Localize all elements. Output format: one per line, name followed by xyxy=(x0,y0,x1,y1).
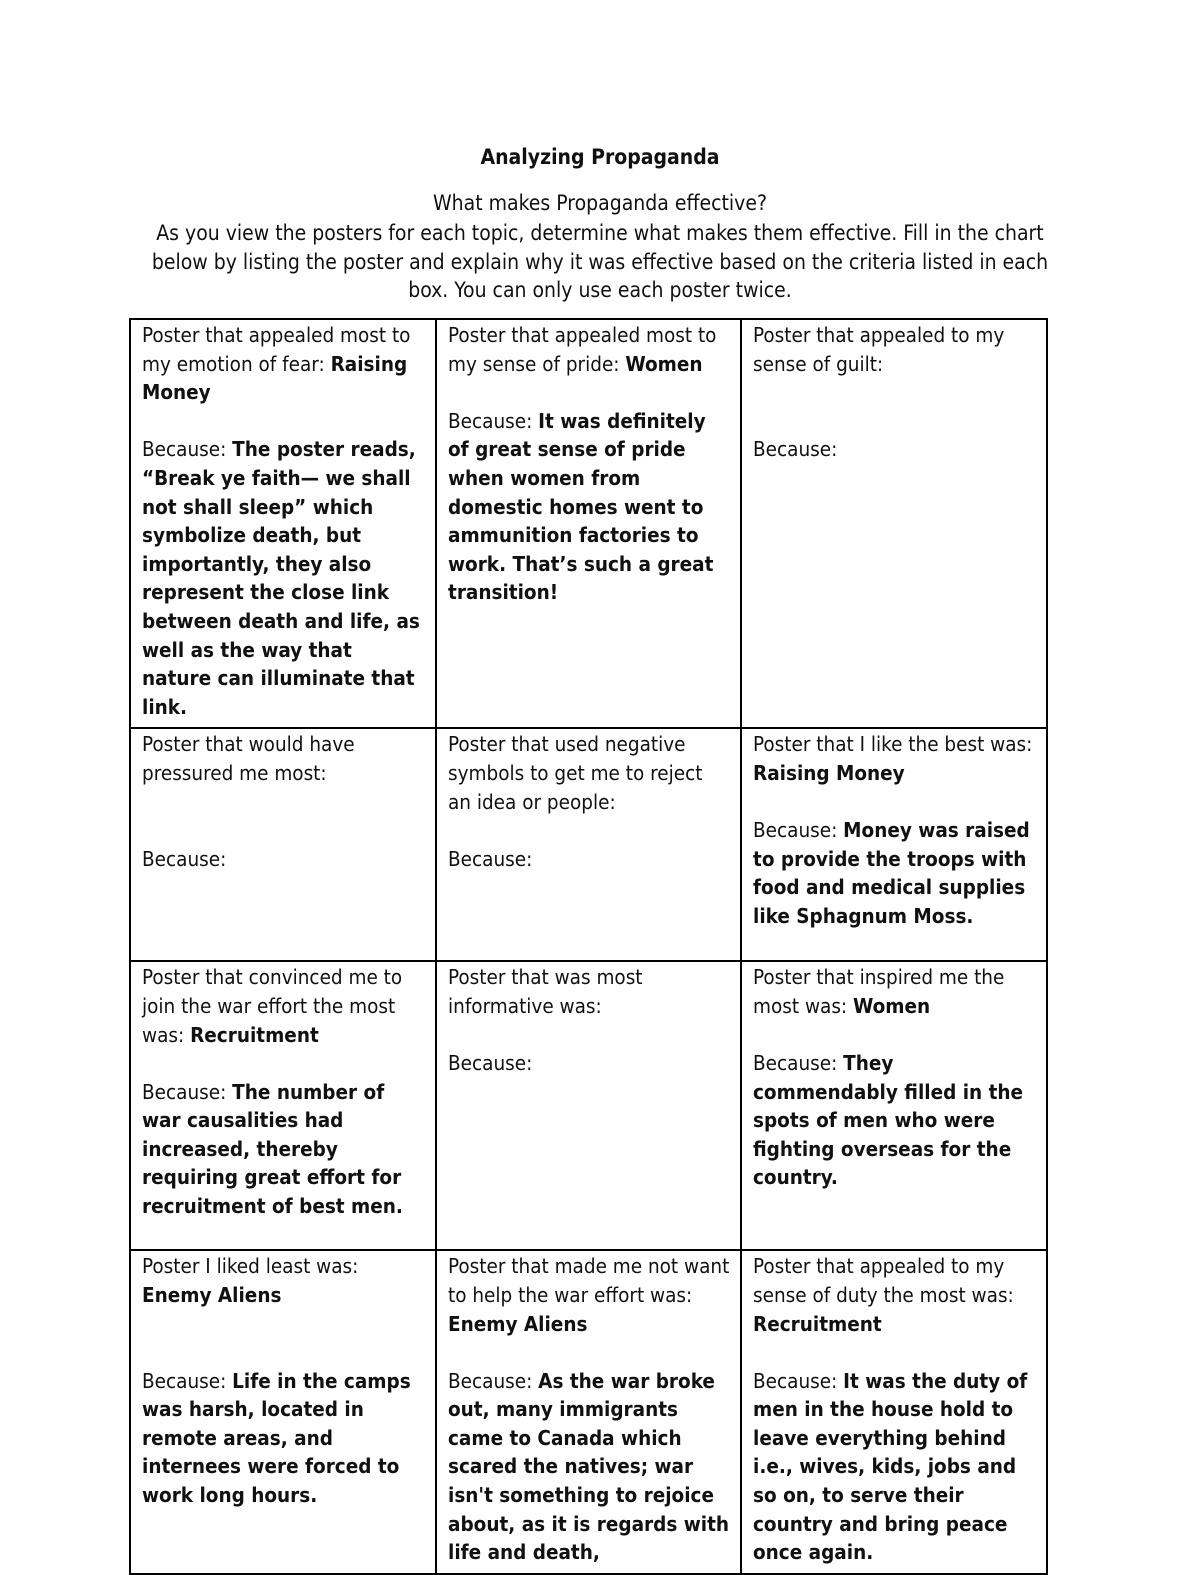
cell-answer: Recruitment xyxy=(753,1311,882,1336)
cell-prompt: Poster that I like the best was: xyxy=(753,732,1033,757)
cell-prompt: Poster that appealed most to my emotion of fear: xyxy=(142,323,411,376)
cell-prompt: Poster that would have pressured me most: xyxy=(142,732,355,785)
chart-row xyxy=(130,961,1047,1250)
cell-pride xyxy=(436,319,741,728)
cell-negative-symbols xyxy=(436,728,741,961)
cell-answer: Women xyxy=(625,351,703,376)
cell-prompt: Poster that made me not want to help the war effort was: xyxy=(448,1254,730,1307)
chart-row xyxy=(130,319,1047,728)
cell-reason: It was definitely of great sense of pride when women from domestic homes went to ammunition factories to work. That’s such a great transition! xyxy=(448,408,714,605)
cell-reason: Life in the camps was harsh, located in remote areas, and internees were forced to work long hours. xyxy=(142,1368,411,1508)
cell-duty xyxy=(741,1250,1047,1574)
cell-prompt: Poster that appealed to my sense of guilt: xyxy=(753,323,1005,376)
cell-answer: Enemy Aliens xyxy=(448,1311,588,1336)
cell-like-best xyxy=(741,728,1047,961)
page-title: Analyzing Propaganda xyxy=(480,145,720,169)
cell-prompt: Poster that appealed most to my sense of pride: xyxy=(448,323,717,376)
cell-prompt: Poster that was most informative was: xyxy=(448,965,643,1018)
cell-reason: The number of war causalities had increased, thereby requiring great effort for recruitment of best men. xyxy=(142,1079,403,1219)
cell-pressure xyxy=(130,728,436,961)
cell-answer: Raising Money xyxy=(753,760,905,785)
page-instructions: As you view the posters for each topic, determine what makes them effective. Fill in the chart below by listing the poster and explain why it was effective based on the criteria listed in each box. You can only use each poster twice. xyxy=(151,221,1049,302)
because-label: Because: xyxy=(142,1079,227,1104)
because-label: Because: xyxy=(448,408,533,433)
because-label: Because: xyxy=(448,1368,533,1393)
cell-reason: It was the duty of men in the house hold to leave everything behind i.e., wives, kids, jobs and so on, to serve their country and bring peace once again. xyxy=(753,1368,1028,1565)
chart-row xyxy=(130,728,1047,961)
cell-answer: Enemy Aliens xyxy=(142,1282,282,1307)
because-label: Because: xyxy=(753,818,838,843)
chart-row xyxy=(130,1250,1047,1574)
cell-fear xyxy=(130,319,436,728)
page-question: What makes Propaganda effective? xyxy=(432,191,767,215)
because-label: Because: xyxy=(753,1368,838,1393)
cell-answer: Raising Money xyxy=(142,351,408,405)
because-label: Because: xyxy=(142,437,227,462)
cell-reason: The poster reads, “Break ye faith— we shall not shall sleep” which symbolize death, but importantly, they also represent the close link between death and life, as well as the way that nature can illuminate that link. xyxy=(142,437,420,719)
cell-prompt: Poster that convinced me to join the war effort the most was: xyxy=(142,965,403,1047)
cell-not-help xyxy=(436,1250,741,1574)
cell-reason: As the war broke out, many immigrants came to Canada which scared the natives; war isn't something to rejoice about, as it is regards with life and death, xyxy=(448,1368,730,1565)
cell-liked-least xyxy=(130,1250,436,1574)
cell-reason: They commendably filled in the spots of men who were fighting overseas for the country. xyxy=(753,1051,1024,1190)
cell-prompt: Poster that inspired me the most was: xyxy=(753,965,1005,1018)
because-label: Because: xyxy=(448,846,533,871)
cell-inspired xyxy=(741,961,1047,1250)
cell-answer: Recruitment xyxy=(190,1022,319,1047)
because-label: Because: xyxy=(753,1051,838,1076)
because-label: Because: xyxy=(142,846,227,871)
cell-prompt: Poster I liked least was: xyxy=(142,1254,359,1279)
cell-join-war xyxy=(130,961,436,1250)
because-label: Because: xyxy=(142,1368,227,1393)
cell-informative xyxy=(436,961,741,1250)
cell-reason: Money was raised to provide the troops with food and medical supplies like Sphagnum Moss. xyxy=(753,818,1030,928)
propaganda-chart xyxy=(129,318,1048,1575)
cell-answer: Women xyxy=(853,993,931,1018)
cell-guilt xyxy=(741,319,1047,728)
because-label: Because: xyxy=(753,437,838,462)
cell-prompt: Poster that used negative symbols to get me to reject an idea or people: xyxy=(448,732,703,814)
because-label: Because: xyxy=(448,1051,533,1076)
cell-prompt: Poster that appealed to my sense of duty the most was: xyxy=(753,1254,1014,1307)
